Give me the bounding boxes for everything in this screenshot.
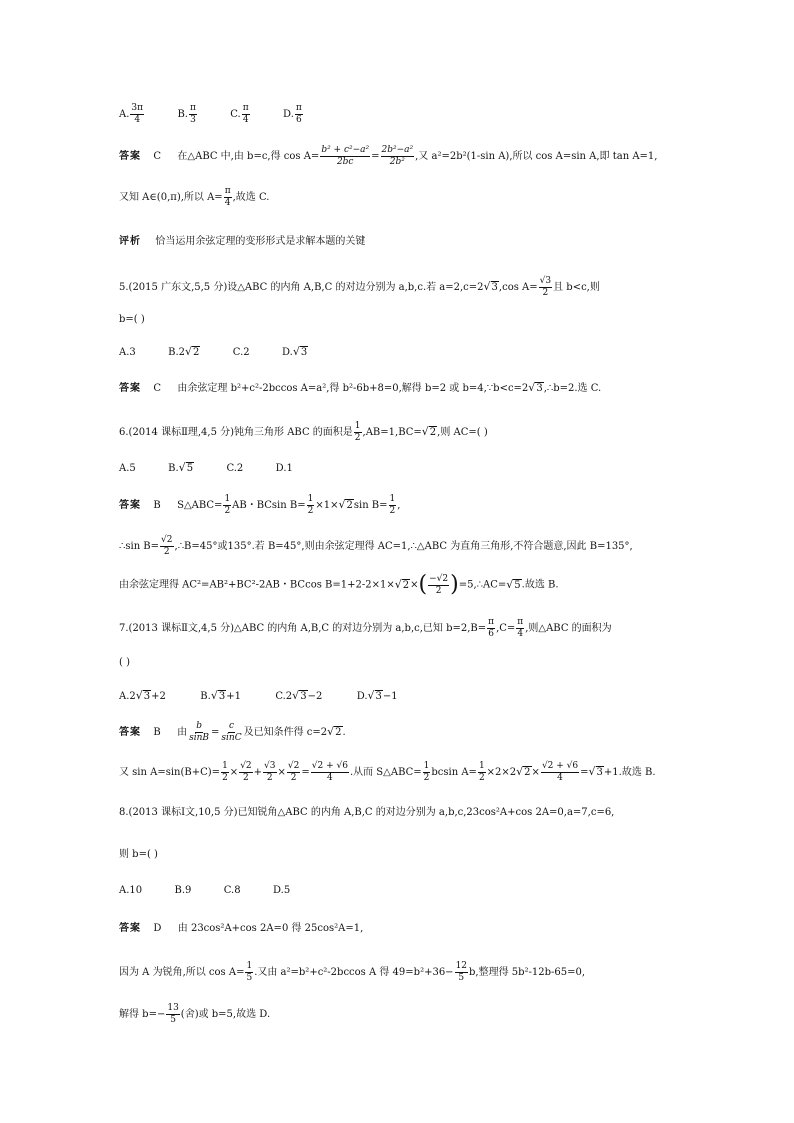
q5-stem: 5.(2015 广东文,5,5 分)设△ABC 的内角 A,B,C 的对边分别为 a,b,c.若 a=2,c=2√3,cos A= $\frac{√3}{2}$ 且 b<c,则	[119, 276, 600, 298]
q8-answer-line2: 因为 A 为锐角,所以 cos A= $\frac{1}{5}$ .又由 a²=b²+c²-2bccos A 得 49=b²+36− $\frac{12}{5}$ b,整理得 5b²-12b-65=0,	[119, 961, 586, 983]
answer-letter: C	[153, 151, 162, 162]
answer-label: 答案	[119, 500, 141, 511]
q8-option-d: D.5	[272, 885, 291, 896]
q6-answer-line3: 由余弦定理得 AC²=AB²+BC²-2AB・BCcos B=1+2-2×1×√2×( $\frac{-√2}{2}$ )=5,∴AC=√5.故选 B.	[119, 572, 559, 597]
comment-label: 评析	[119, 236, 141, 247]
answer-label: 答案	[119, 383, 141, 394]
comment-text: 恰当运用余弦定理的变形形式是求解本题的关键	[155, 236, 366, 247]
q8-option-c: C.8	[223, 885, 241, 896]
q4-option-c: C. $\frac{\pi}{4}$	[230, 103, 249, 125]
q8-option-b: B.9	[174, 885, 192, 896]
q4-option-b: B. $\frac{\pi}{3}$	[177, 103, 196, 125]
answer-letter: D	[153, 923, 162, 934]
q8-option-a: A.10	[119, 885, 143, 896]
q6-answer: 答案 B S△ABC= $\frac{1}{2}$ AB・BCsin B= $\frac{1}{2}$ ×1×√2sin B= $\frac{1}{2}$ ,	[119, 494, 401, 516]
answer-letter: C	[153, 383, 162, 394]
q4-options	[119, 104, 304, 125]
answer-letter: B	[153, 727, 161, 738]
q5-option-d: D.√3	[282, 345, 308, 358]
q7-answer: 答案 B 由 $\frac{b}{\sin B}$ = $\frac{c}{\sin C}$ 及已知条件得 c=2√2.	[119, 721, 346, 743]
answer-label: 答案	[119, 151, 141, 162]
q4-answer-line2: 又知 A∈(0,π),所以 A= $\frac{\pi}{4}$ ,故选 C.	[119, 186, 270, 208]
q6-option-b: B.√5	[168, 461, 194, 474]
q4-comment	[119, 237, 365, 247]
q7-stem: 7.(2013 课标Ⅱ文,4,5 分)△ABC 的内角 A,B,C 的对边分别为 a,b,c,已知 b=2,B= $\frac{\pi}{6}$ ,C= $\frac{\pi}{4}$ ,则△ABC 的面积为	[119, 617, 612, 639]
q7-stem-line2: ( )	[119, 657, 130, 668]
q8-stem: 8.(2013 课标Ⅰ文,10,5 分)已知锐角△ABC 的内角 A,B,C 的对边分别为 a,b,c,23cos²A+cos 2A=0,a=7,c=6,	[119, 807, 615, 818]
q8-answer: 答案 D 由 23cos²A+cos 2A=0 得 25cos²A=1,	[119, 923, 364, 934]
q6-answer-line2: ∴sin B= $\frac{√2}{2}$ ,∴B=45°或135°.若 B=45°,则由余弦定理得 AC=1,∴△ABC 为直角三角形,不符合题意,因此 B=135°,	[119, 535, 633, 557]
q7-option-b: B.√3+1	[200, 689, 241, 702]
q8-answer-line3: 解得 b=− $\frac{13}{5}$ (舍)或 b=5,故选 D.	[119, 1003, 271, 1025]
answer-label: 答案	[119, 727, 141, 738]
q4-answer: 答案 C 在△ABC 中,由 b=c,得 cos A= $\frac{\text{b² + c²−a²}}{2bc}$ = $\frac{\text{2b²−a²}}{\text{2b²}}$ ,又 a²=2b²(1-sin A),所以 cos A=sin A,即 tan A=1,	[119, 145, 658, 167]
q5-option-b: B.2√2	[168, 345, 200, 358]
q8-stem-line2: 则 b=( )	[119, 849, 158, 860]
q6-option-c: C.2	[226, 463, 244, 474]
q7-option-a: A.2√3+2	[119, 689, 166, 702]
q5-options	[119, 346, 308, 358]
q5-stem-line2: b=( )	[119, 314, 145, 325]
answer-label: 答案	[119, 923, 141, 934]
q8-options	[119, 886, 290, 896]
q7-option-d: D.√3−1	[356, 689, 398, 702]
q4-option-d: D. $\frac{\pi}{6}$	[283, 103, 302, 125]
q7-answer-line2: 又 sin A=sin(B+C)= $\frac{1}{2}$ × $\frac{√2}{2}$ + $\frac{√3}{2}$ × $\frac{√2}{2}$ = $\frac{√2 + √6}{4}$ .从而 S△ABC= $\frac{1}{2}$ bcsin A= $\frac{1}{2}$ ×2×2√2× $\frac{√2 + √6}{4}$ =√3+1.故选 B.	[119, 761, 656, 783]
q5-answer: 答案 C 由余弦定理 b²+c²-2bccos A=a²,得 b²-6b+8=0,解得 b=2 或 b=4,∵b<c=2√3,∴b=2.选 C.	[119, 381, 602, 394]
q4-option-a: A. $\frac{3\pi}{4}$	[119, 103, 144, 125]
answer-letter: B	[153, 500, 161, 511]
q5-option-c: C.2	[232, 347, 250, 358]
q6-option-a: A.5	[119, 463, 136, 474]
q7-option-c: C.2√3−2	[275, 689, 323, 702]
q6-option-d: D.1	[275, 463, 293, 474]
q5-option-a: A.3	[119, 347, 136, 358]
q6-options	[119, 462, 293, 474]
q6-stem: 6.(2014 课标Ⅱ理,4,5 分)钝角三角形 ABC 的面积是 $\frac{1}{2}$ ,AB=1,BC=√2,则 AC=( )	[119, 421, 488, 443]
q7-options	[119, 690, 398, 702]
